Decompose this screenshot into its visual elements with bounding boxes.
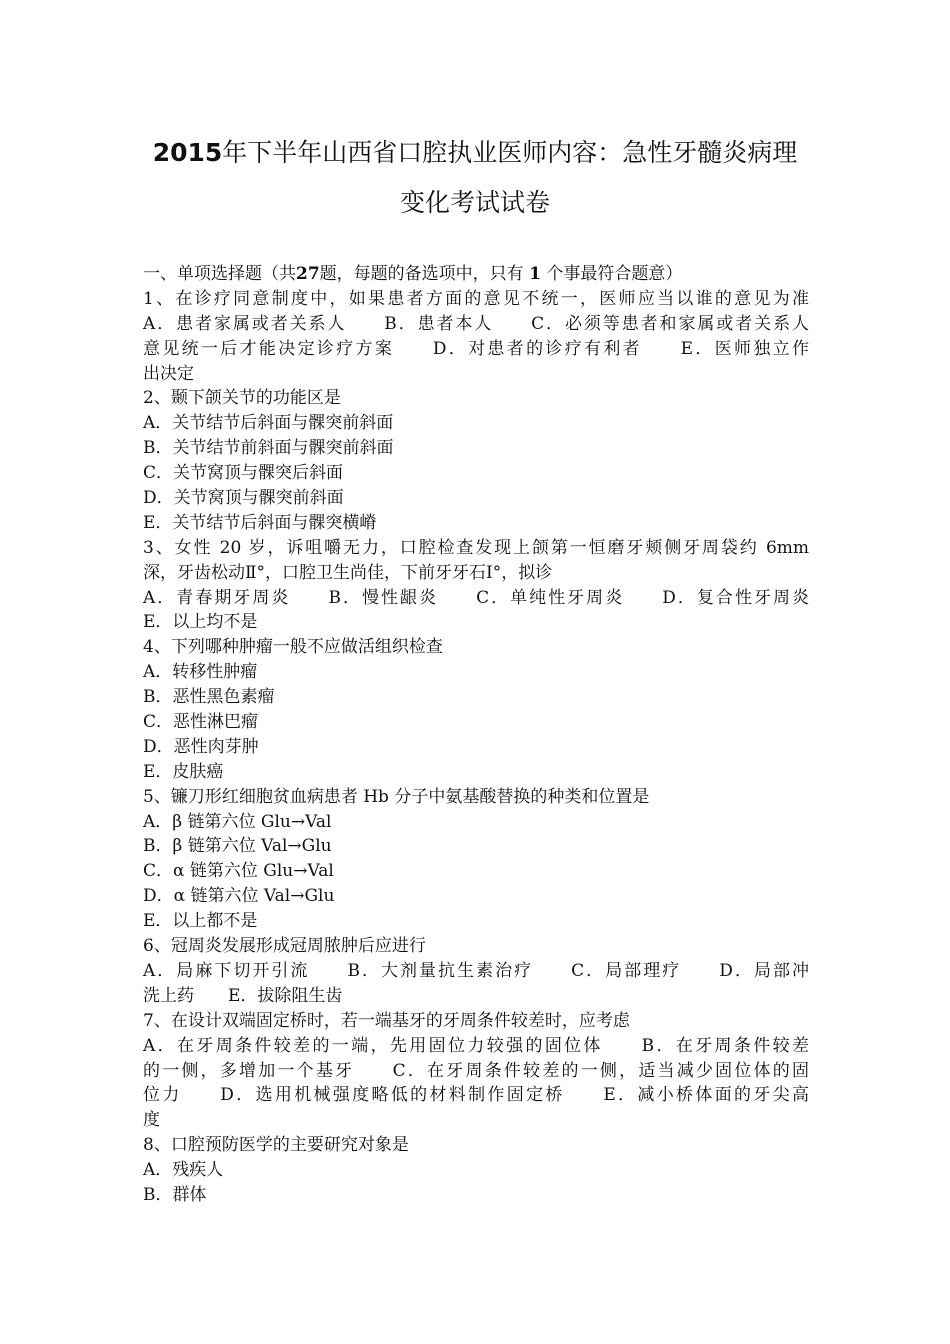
question-7-options: A．在牙周条件较差的一端，先用固位力较强的固位体 B．在牙周条件较差	[143, 1035, 809, 1056]
question-2-option-b: B．关节结节前斜面与髁突前斜面	[143, 438, 394, 459]
question-5-option-e: E．以上都不是	[143, 911, 258, 932]
question-1-options: 出决定	[143, 363, 194, 384]
question-5-option-a: A．β 链第六位 Glu→Val	[143, 811, 332, 832]
question-2-option-c: C．关节窝顶与髁突后斜面	[143, 463, 344, 484]
question-7-options: 位力 D．选用机械强度略低的材料制作固定桥 E．减小桥体面的牙尖高	[143, 1085, 809, 1106]
document-body	[143, 262, 809, 1208]
question-2-stem: 2、颞下颌关节的功能区是	[143, 388, 341, 409]
question-4-option-d: D．恶性肉芽肿	[143, 736, 259, 757]
question-8-stem: 8、口腔预防医学的主要研究对象是	[143, 1135, 409, 1156]
question-4-option-e: E．皮肤癌	[143, 761, 224, 782]
document-title-line-1	[120, 138, 830, 168]
question-5-option-c: C．α 链第六位 Glu→Val	[143, 861, 334, 882]
question-3-option-e: E．以上均不是	[143, 612, 258, 633]
question-4-option-c: C．恶性淋巴瘤	[143, 712, 259, 733]
question-3-stem: 3、女性 20 岁，诉咀嚼无力，口腔检查发现上颌第一恒磨牙颊侧牙周袋约 6mm	[143, 537, 809, 558]
question-8-option-b: B．群体	[143, 1184, 207, 1205]
question-6-options: 洗上药 E．拔除阻生齿	[143, 985, 343, 1006]
question-6-options: A．局麻下切开引流 B．大剂量抗生素治疗 C．局部理疗 D．局部冲	[143, 960, 809, 981]
question-4-stem: 4、下列哪种肿瘤一般不应做活组织检查	[143, 637, 443, 658]
question-8-option-a: A．残疾人	[143, 1160, 224, 1181]
question-6-stem: 6、冠周炎发展形成冠周脓肿后应进行	[143, 936, 426, 957]
title-year: 2015	[152, 138, 223, 167]
question-4-option-a: A．转移性肿瘤	[143, 662, 258, 683]
question-5-option-b: B．β 链第六位 Val→Glu	[143, 836, 332, 857]
question-2-option-a: A．关节结节后斜面与髁突前斜面	[143, 413, 394, 434]
section-heading: 一、单项选择题（共27题，每题的备选项中，只有 1 个事最符合题意）	[143, 264, 683, 284]
question-4-option-b: B．恶性黑色素瘤	[143, 687, 275, 708]
question-2-option-d: D．关节窝顶与髁突前斜面	[143, 488, 344, 509]
question-7-options: 的一侧，多增加一个基牙 C．在牙周条件较差的一侧，适当减少固位体的固	[143, 1060, 809, 1081]
question-7-options: 度	[143, 1110, 160, 1131]
document-title-line-2: 变化考试试卷	[399, 188, 550, 217]
title-text: 年下半年山西省口腔执业医师内容：急性牙髓炎病理	[222, 138, 798, 167]
question-1-options: 意见统一后才能决定诊疗方案 D．对患者的诊疗有利者 E．医师独立作	[143, 338, 809, 359]
question-1-stem: 1、在诊疗同意制度中，如果患者方面的意见不统一，医师应当以谁的意见为准	[143, 288, 809, 309]
question-5-stem: 5、镰刀形红细胞贫血病患者 Hb 分子中氨基酸替换的种类和位置是	[143, 786, 650, 807]
question-1-options: A．患者家属或者关系人 B．患者本人 C．必须等患者和家属或者关系人	[143, 313, 809, 334]
question-2-option-e: E．关节结节后斜面与髁突横嵴	[143, 512, 377, 533]
question-3-options: A．青春期牙周炎 B．慢性龈炎 C．单纯性牙周炎 D．复合性牙周炎	[143, 587, 809, 608]
question-7-stem: 7、在设计双端固定桥时，若一端基牙的牙周条件较差时，应考虑	[143, 1010, 630, 1031]
question-5-option-d: D．α 链第六位 Val→Glu	[143, 886, 335, 907]
question-3-stem: 深，牙齿松动Ⅱ°，口腔卫生尚佳，下前牙牙石Ⅰ°，拟诊	[143, 562, 553, 583]
